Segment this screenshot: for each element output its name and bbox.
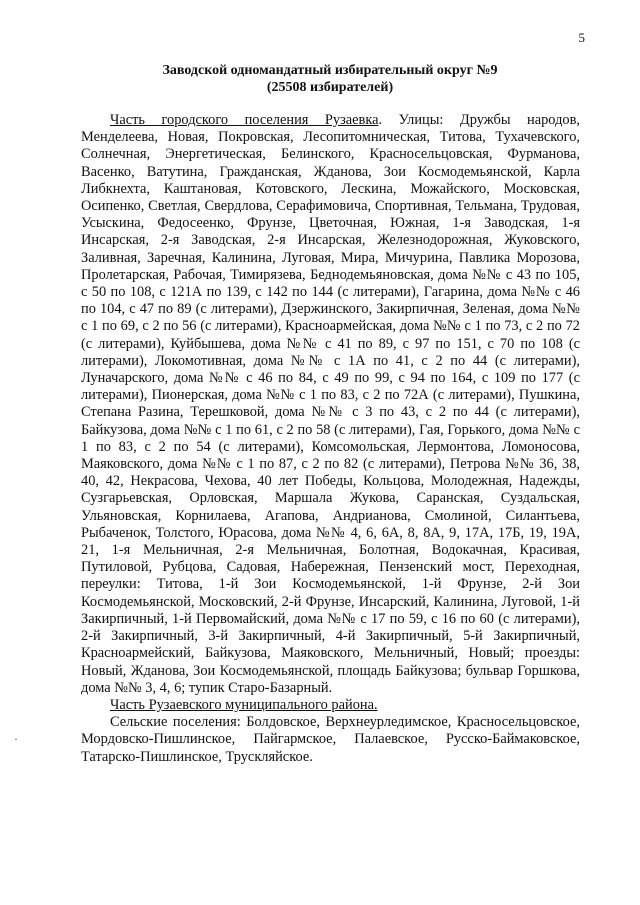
district-description <box>81 112 580 766</box>
municipal-district-title: Часть Рузаевского муниципального района. <box>110 696 378 713</box>
rural-settlements-paragraph: Сельские поселения: Болдовское, Верхнеурледимское, Красносельцовское, Мордовско-Пишлинское, Пайгармское, Палаевское, Русско-Баймаковское, Татарско-Пишлинское, Трускляйское. <box>81 714 580 765</box>
municipal-district-paragraph <box>81 697 580 714</box>
urban-settlement-streets: . Улицы: Дружбы народов, Менделеева, Новая, Покровская, Лесопитомническая, Титова, Тухачевского, Солнечная, Энергетическая, Белинского, Красносельцовская, Фурманова, Васенко, Ватутина, Гражданская, Жданова, Зои Космодемьянской, Карла Либкнехта, Каштановая, Котовского, Лескина, Можайского, Московская, Осипенко, Светлая, Свердлова, Серафимовича, Спортивная, Тельмана, Трудовая, Усыскина, Федосеенко, Фрунзе, Цветочная, Южная, 1-я Заводская, 1-я Инсарская, 2-я Заводская, 2-я Инсарская, Железнодорожная, Жуковского, Заливная, Заречная, Калинина, Луговая, Мира, Мичурина, Павлика Морозова, Пролетарская, Рабочая, Тимирязева, Беднодемьяновская, дома №№ с 43 по 105, с 50 по 108, с 121А по 139, с 142 по 144 (с литерами), Гагарина, дома №№ с 46 по 104, с 47 по 89 (с литерами), Дзержинского, Закирпичная, Зеленая, дома №№ с 1 по 69, с 2 по 56 (с литерами), Красноармейская, дома №№ с 1 по 73, с 2 по 72 (с литерами), Куйбышева, дома №№ с 41 по 89, с 97 по 151, с 70 по 108 (с литерами), Локомотивная, дома №№ с 1А по 41, с 2 по 44 (с литерами), Луначарского, дома №№ с 46 по 84, с 49 по 99, с 94 по 164, с 109 по 177 (с литерами), Пионерская, дома №№ с 1 по 83, с 2 по 72А (с литерами), Пушкина, Степана Разина, Терешковой, дома №№ с 3 по 43, с 2 по 44 (с литерами), Байкузова, дома №№ с 1 по 61, с 2 по 58 (с литерами), Гая, Горького, дома №№ с 1 по 83, с 2 по 54 (с литерами), Комсомольская, Лермонтова, Ломоносова, Маяковского, дома №№ с 1 по 87, с 2 по 82 (с литерами), Петрова №№ 36, 38, 40, 42, Некрасова, Чехова, 40 лет Победы, Кольцова, Молодежная, Надежды, Сузгарьевская, Орловская, Маршала Жукова, Саранская, Суздальская, Ульяновская, Корнилаева, Агапова, Андрианова, Смолиной, Силантьева, Рыбаченок, Толстого, Юрасова, дома №№ 4, 6, 6А, 8, 8А, 9, 17А, 17Б, 19, 19А, 21, 1-я Мельничная, 2-я Мельничная, Болотная, Водокачная, Красивая, Путиловой, Рубцова, Садовая, Набережная, Пензенский мост, Переходная, переулки: Титова, 1-й Зои Космодемьянской, 1-й Фрунзе, 2-й Зои Космодемьянской, Московский, 2-й Фрунзе, Инсарский, Калинина, Луговой, 1-й Закирпичный, 1-й Первомайский, дома №№ с 17 по 59, с 16 по 60 (с литерами), 2-й Закирпичный, 3-й Закирпичный, 4-й Закирпичный, 5-й Закирпичный, Красноармейский, Байкузова, Маяковского, Мельничный, Новый; проезды: Новый, Жданова, Зои Космодемьянской, площадь Байкузова; бульвар Горшкова, дома №№ 3, 4, 6; тупик Старо-Базарный. <box>81 112 580 696</box>
voter-count: (25508 избирателей) <box>266 80 394 95</box>
urban-settlement-paragraph <box>81 112 580 697</box>
district-title: Заводской одномандатный избирательный округ №9 <box>162 63 498 78</box>
page-number: 5 <box>578 30 585 45</box>
district-heading <box>80 62 580 96</box>
margin-mark: · <box>14 732 18 746</box>
urban-settlement-title: Часть городского поселения Рузаевка <box>110 112 379 128</box>
